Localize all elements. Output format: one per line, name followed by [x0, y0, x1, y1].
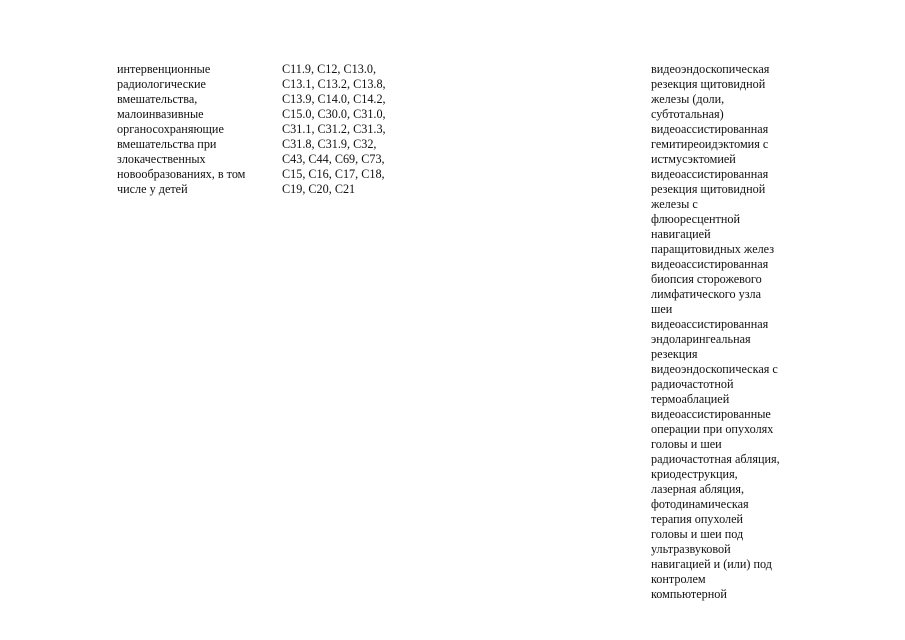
treatment-line: железы с — [651, 197, 698, 211]
treatment-line: лимфатического узла — [651, 287, 762, 301]
treatment-line: фотодинамическая — [651, 497, 749, 511]
treatment-line: видеоассистированные — [651, 407, 771, 421]
treatment-line: головы и шеи — [651, 437, 722, 451]
treatment-line: навигацией — [651, 227, 711, 241]
treatment-line: видеоэндоскопическая с — [651, 362, 778, 376]
treatment-line: гемитиреоидэктомия с — [651, 137, 769, 151]
treatment-line: видеоассистированная — [651, 257, 769, 271]
treatment-line: эндоларингеальная — [651, 332, 751, 346]
description-line: органосохраняющие — [117, 122, 224, 136]
icd-codes-line: C13.1, C13.2, C13.8, — [282, 77, 386, 91]
treatment-line: резекция — [651, 347, 698, 361]
icd-codes-line: C19, C20, C21 — [282, 182, 356, 196]
treatment-line: компьютерной — [651, 587, 727, 601]
icd-codes-line: C15, C16, C17, C18, — [282, 167, 385, 181]
icd-codes-line: C11.9, C12, C13.0, — [282, 62, 377, 76]
icd-codes-line: C13.9, C14.0, C14.2, — [282, 92, 386, 106]
treatment-line: биопсия сторожевого — [651, 272, 762, 286]
treatment-line: термоаблацией — [651, 392, 730, 406]
icd-codes-column — [282, 62, 422, 197]
treatment-line: шеи — [651, 302, 673, 316]
description-line: радиологические — [117, 77, 206, 91]
treatment-line: криодеструкция, — [651, 467, 738, 481]
description-line: злокачественных — [117, 152, 206, 166]
treatment-line: операции при опухолях — [651, 422, 774, 436]
description-line: малоинвазивные — [117, 107, 204, 121]
treatment-line: лазерная абляция, — [651, 482, 745, 496]
treatment-line: железы (доли, — [651, 92, 725, 106]
description-line: новообразованиях, в том — [117, 167, 246, 181]
treatment-line: субтотальная) — [651, 107, 724, 121]
treatment-line: контролем — [651, 572, 706, 586]
treatment-line: радиочастотной — [651, 377, 734, 391]
description-line: числе у детей — [117, 182, 188, 196]
treatment-line: радиочастотная абляция, — [651, 452, 780, 466]
treatment-line: видеоассистированная — [651, 122, 769, 136]
treatment-line: видеоассистированная — [651, 167, 769, 181]
description-line: интервенционные — [117, 62, 211, 76]
treatment-line: резекция щитовидной — [651, 77, 766, 91]
icd-codes-line: C15.0, C30.0, C31.0, — [282, 107, 386, 121]
treatment-line: паращитовидных желез — [651, 242, 775, 256]
treatment-line: видеоассистированная — [651, 317, 769, 331]
treatment-line: резекция щитовидной — [651, 182, 766, 196]
treatment-line: терапия опухолей — [651, 512, 744, 526]
icd-codes-line: C31.8, C31.9, C32, — [282, 137, 377, 151]
icd-codes-line: C31.1, C31.2, C31.3, — [282, 122, 386, 136]
treatment-line: ультразвуковой — [651, 542, 731, 556]
treatment-methods-column — [651, 62, 811, 602]
icd-codes-line: C43, C44, C69, C73, — [282, 152, 385, 166]
treatment-line: истмусэктомией — [651, 152, 736, 166]
treatment-line: видеоэндоскопическая — [651, 62, 770, 76]
treatment-line: флюоресцентной — [651, 212, 741, 226]
treatment-line: навигацией и (или) под — [651, 557, 772, 571]
description-line: вмешательства, — [117, 92, 198, 106]
description-line: вмешательства при — [117, 137, 217, 151]
description-column — [117, 62, 267, 197]
treatment-line: головы и шеи под — [651, 527, 744, 541]
